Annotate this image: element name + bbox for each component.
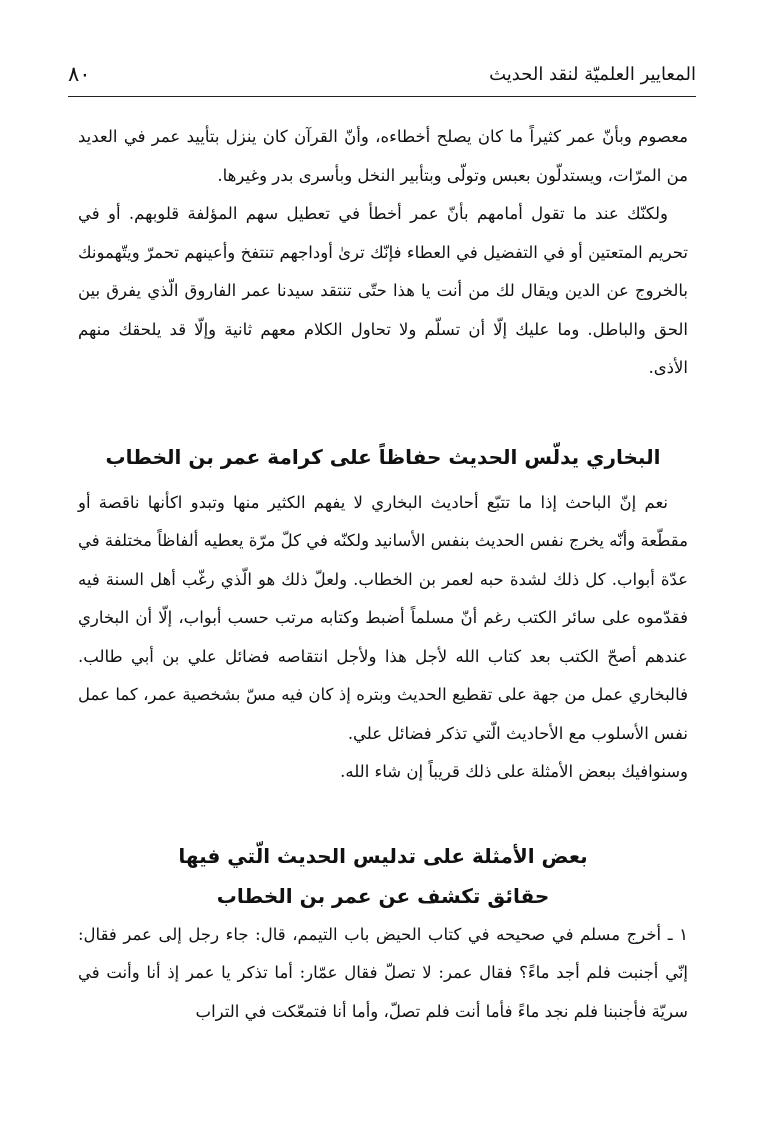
- section-heading: البخاري يدلّس الحديث حفاظاً على كرامة عمر بن الخطاب: [105, 444, 661, 469]
- section-heading-line-2: حقائق تكشف عن عمر بن الخطاب: [216, 883, 550, 908]
- page-number: ٨٠: [68, 62, 91, 86]
- paragraph: ١ ـ أخرج مسلم في صحيحه في كتاب الحيض باب التيمم، قال: جاء رجل إلى عمر فقال: إنّي أجنبت فلم أجد ماءً؟ فقال عمر: لا تصلّ فقال عمّار: أما تذكر يا عمر إذ أنا وأنت في سريّة فأجنبنا فلم نجد ماءً فأما أنت فلم تصلّ، وأما أنا فتمعّكت في التراب: [78, 924, 688, 1021]
- page-header: [68, 60, 696, 97]
- paragraph: نعم إنّ الباحث إذا ما تتبّع أحاديث البخاري لا يفهم الكثير منها وتبدو اكأنها ناقصة أو مقطّعة وأنّه يخرج نفس الحديث بنفس الأسانيد ولكنّه في كلّ مرّة يعطيه ألفاظاً مختلفة في عدّة أبواب. كل ذلك لشدة حبه لعمر بن الخطاب. ولعلّ ذلك هو الّذي رغّب أهل السنة فيه فقدّموه على سائر الكتب رغم أنّ مسلماً أضبط وكتابه مرتب حسب أبواب، إلّا أن البخاري عندهم أصحّ الكتب بعد كتاب الله لأجل هذا ولأجل انتقاصه فضائل علي بن أبي طالب. فالبخاري عمل من جهة على تقطيع الحديث وبتره إذ كان فيه مسّ بشخصية عمر، كما عمل نفس الأسلوب مع الأحاديث الّتي تذكر فضائل علي.: [77, 492, 688, 743]
- running-title: المعايير العلميّة لنقد الحديث: [489, 64, 696, 85]
- section-heading-line-1: بعض الأمثلة على تدليس الحديث الّتي فيها: [178, 843, 588, 868]
- page-body: [78, 118, 688, 1031]
- paragraph: معصوم وبأنّ عمر كثيراً ما كان يصلح أخطاءه، وأنّ القرآن كان ينزل بتأييد عمر في العديد من المرّات، ويستدلّون بعبس وتولّى وبتأبير النخل وبأسرى بدر وغيرها.: [78, 127, 688, 185]
- paragraph: ولكنّك عند ما تقول أمامهم بأنّ عمر أخطأ في تعطيل سهم المؤلفة قلوبهم. أو في تحريم المتعتين أو في التفضيل في العطاء فإنّك ترىٰ أوداجهم تنتفخ وأعينهم تحمرّ ويتّهمونك بالخروج عن الدين ويقال لك من أنت يا هذا حتّى تنتقد سيدنا عمر الفاروق الّذي يفرق بين الحق والباطل. وما عليك إلّا أن تسلّم ولا تحاول الكلام معهم ثانية وإلّا قد يلحقك منهم الأذى.: [78, 204, 688, 377]
- paragraph: وسنوافيك ببعض الأمثلة على ذلك قريباً إن شاء الله.: [340, 762, 688, 781]
